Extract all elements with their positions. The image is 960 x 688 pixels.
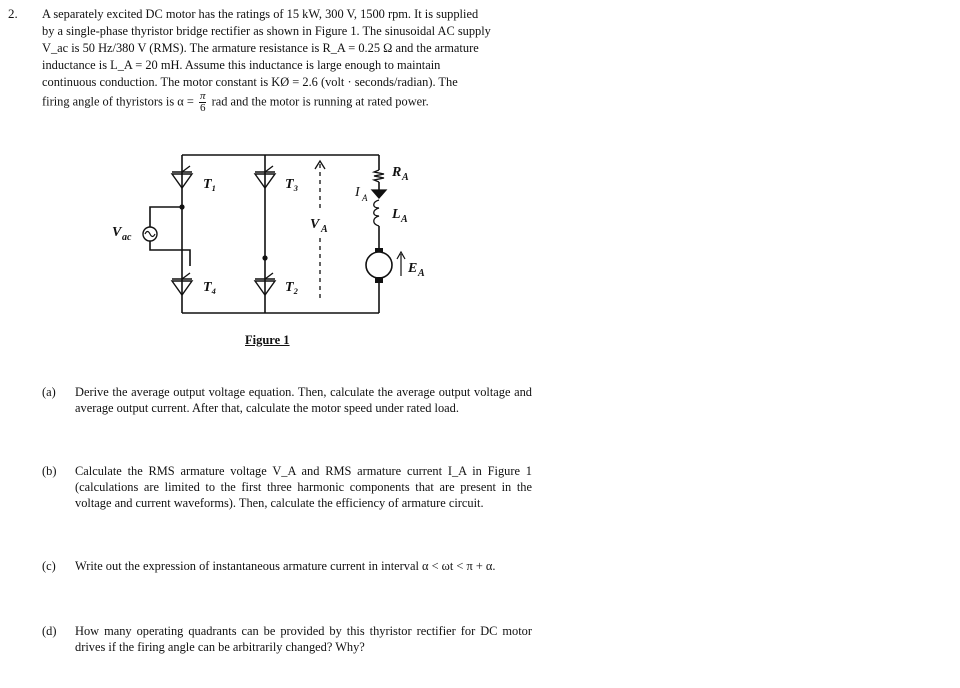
label-la: L (392, 207, 401, 222)
intro-line-2: by a single-phase thyristor bridge rectifier as shown in Figure 1. The sinusoidal AC supply (42, 24, 491, 38)
motor-icon (366, 248, 392, 283)
label-va: V (310, 217, 320, 232)
label-vac-sub: ac (122, 232, 132, 243)
label-t2: T₂ (285, 280, 299, 295)
label-ia: I (355, 185, 360, 200)
question-b-text: Calculate the RMS armature voltage V_A and RMS armature current I_A in Figure 1 (calculations are limited to the first three harmonic components that are present in the voltage and current waveforms). Then, calculate the efficiency of armature circuit. (75, 464, 532, 510)
label-ea-sub: A (418, 268, 425, 279)
label-t3: T₃ (285, 177, 299, 192)
junction-dot-left (179, 204, 184, 209)
figure-caption: Figure 1 (245, 333, 290, 347)
intro-line-1: A separately excited DC motor has the ratings of 15 kW, 300 V, 1500 rpm. It is supplied (42, 7, 479, 21)
problem-number: 2. (8, 6, 18, 21)
question-a-label: (a) (42, 385, 56, 399)
label-ea: E (408, 261, 418, 276)
firing-prefix: firing angle of thyristors is α = (42, 94, 194, 109)
question-b-label: (b) (42, 464, 57, 478)
firing-suffix: rad and the motor is running at rated power. (211, 94, 429, 109)
label-ra: R (392, 165, 402, 180)
label-la-sub: A (401, 214, 408, 225)
question-c-text: Write out the expression of instantaneous armature current in interval α < ωt < π + α. (75, 559, 496, 573)
label-t4: T₄ (203, 280, 217, 295)
label-vac: V (112, 225, 122, 240)
question-c (42, 558, 532, 574)
ac-source-icon (143, 227, 157, 241)
label-ia-sub: A (362, 193, 368, 203)
label-ra-sub: A (402, 172, 409, 183)
intro-line-5: continuous conduction. The motor constant is KØ = 2.6 (volt · seconds/radian). The (42, 75, 458, 89)
junction-dot-right (262, 255, 267, 260)
firing-numerator: π (199, 90, 206, 102)
intro-line-6 (42, 91, 530, 114)
ea-emf-arrow (397, 252, 405, 276)
circuit-diagram (100, 150, 460, 330)
question-a-text: Derive the average output voltage equation. Then, calculate the average output voltage and average output current. After that, calculate the motor speed under rated load. (75, 385, 532, 415)
question-d-label: (d) (42, 624, 57, 638)
problem-intro (42, 6, 530, 114)
question-c-label: (c) (42, 559, 56, 573)
resistor-ra-icon (374, 170, 384, 182)
firing-angle-fraction (199, 91, 207, 114)
question-b (42, 463, 532, 511)
inductor-la-icon (374, 200, 379, 226)
ia-current-arrow (372, 190, 386, 198)
label-va-sub: A (321, 224, 328, 235)
question-d (42, 623, 532, 655)
firing-denominator: 6 (199, 102, 206, 114)
question-d-text: How many operating quadrants can be provided by this thyristor rectifier for DC motor drives if the firing angle can be arbitrarily changed? Why? (75, 624, 532, 654)
label-t1: T₁ (203, 177, 217, 192)
intro-line-4: inductance is L_A = 20 mH. Assume this inductance is large enough to maintain (42, 58, 441, 72)
intro-line-3: V_ac is 50 Hz/380 V (RMS). The armature resistance is R_A = 0.25 Ω and the armature (42, 41, 479, 55)
question-a (42, 384, 532, 416)
